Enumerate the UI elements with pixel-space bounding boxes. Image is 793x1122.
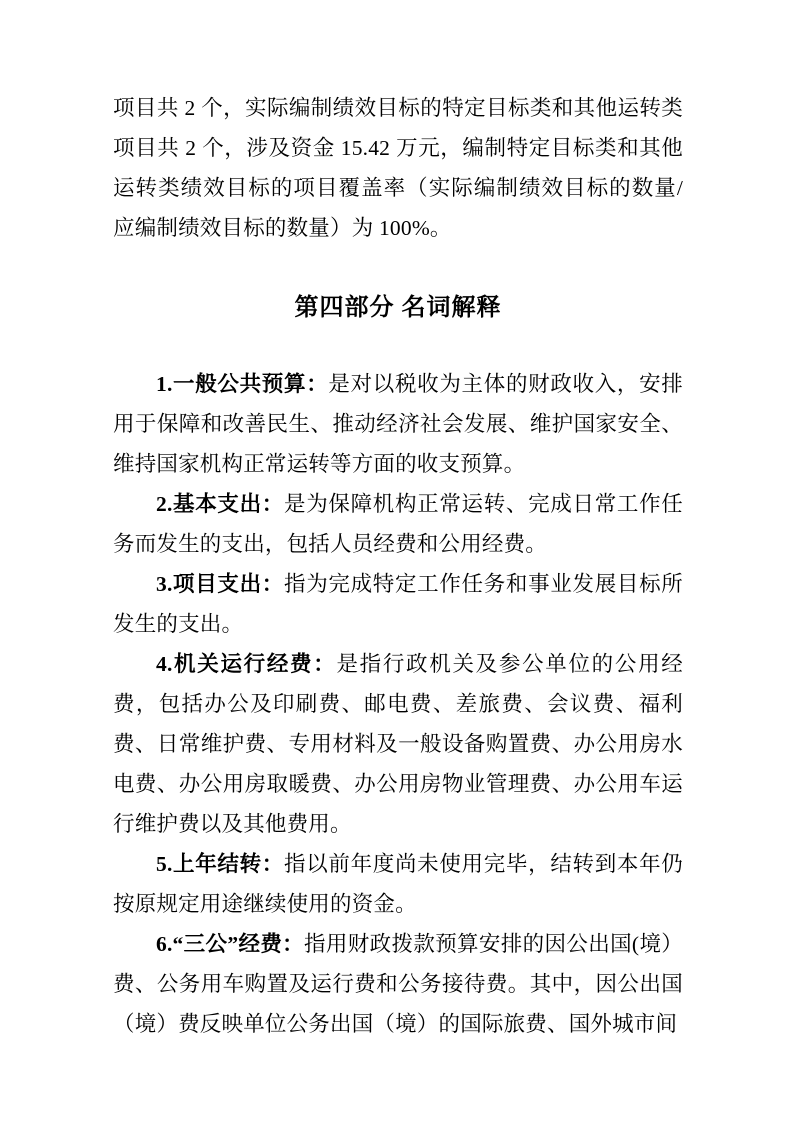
section-heading: 第四部分 名词解释 [294,295,502,321]
glossary-entry-text: 指为完成特定工作任务和事业发展目标所发生的支出。 [113,572,683,636]
glossary-entry-number: 5. [156,852,173,876]
glossary-entry [113,924,683,1044]
glossary-entry-number: 6. [156,932,173,956]
glossary-entry-term: 一般公共预算： [172,372,329,396]
glossary-entry-text: 是为保障机构正常运转、完成日常工作任务而发生的支出，包括人员经费和公用经费。 [113,492,683,556]
glossary-entry [113,844,683,924]
glossary-entry-text: 指用财政拨款预算安排的因公出国(境）费、公务用车购置及运行费和公务接待费。其中，因公出国（境）费反映单位公务出国（境）的国际旅费、国外城市间 [113,932,683,1036]
spacer-before-heading [113,248,683,288]
spacer-after-heading [113,328,683,364]
glossary-entry-number: 4. [156,652,173,676]
paragraph-continuation: 项目共 2 个，实际编制绩效目标的特定目标类和其他运转类项目共 2 个，涉及资金 15.42 万元，编制特定目标类和其他运转类绩效目标的项目覆盖率（实际编制绩效目标的数量/应编制绩效目标的数量）为 100%。 [113,96,683,240]
glossary-entry-text: 是指行政机关及参公单位的公用经费，包括办公及印刷费、邮电费、差旅费、会议费、福利费、日常维护费、专用材料及一般设备购置费、办公用房水电费、办公用房取暖费、办公用房物业管理费、办公用车运行维护费以及其他费用。 [113,652,683,836]
glossary-entry-text: 是对以税收为主体的财政收入，安排用于保障和改善民生、推动经济社会发展、维护国家安全、维持国家机构正常运转等方面的收支预算。 [113,372,684,476]
glossary-entry-number: 1. [156,372,173,396]
glossary-entry-term: 项目支出： [172,572,284,596]
glossary-entry-text: 指以前年度尚未使用完毕，结转到本年仍按原规定用途继续使用的资金。 [113,852,683,916]
glossary-entry [113,564,683,644]
glossary-entry-number: 3. [156,572,173,596]
glossary-entry-number: 2. [156,492,173,516]
glossary-entry-term: 机关运行经费： [172,652,337,676]
glossary-entry-term: 基本支出： [172,492,284,516]
glossary-entry-term: “三公”经费： [172,932,305,956]
glossary-entry [113,364,683,484]
glossary-entry-term: 上年结转： [172,852,284,876]
glossary-entry [113,484,683,564]
page-content [113,88,683,1044]
glossary-entry [113,644,683,844]
